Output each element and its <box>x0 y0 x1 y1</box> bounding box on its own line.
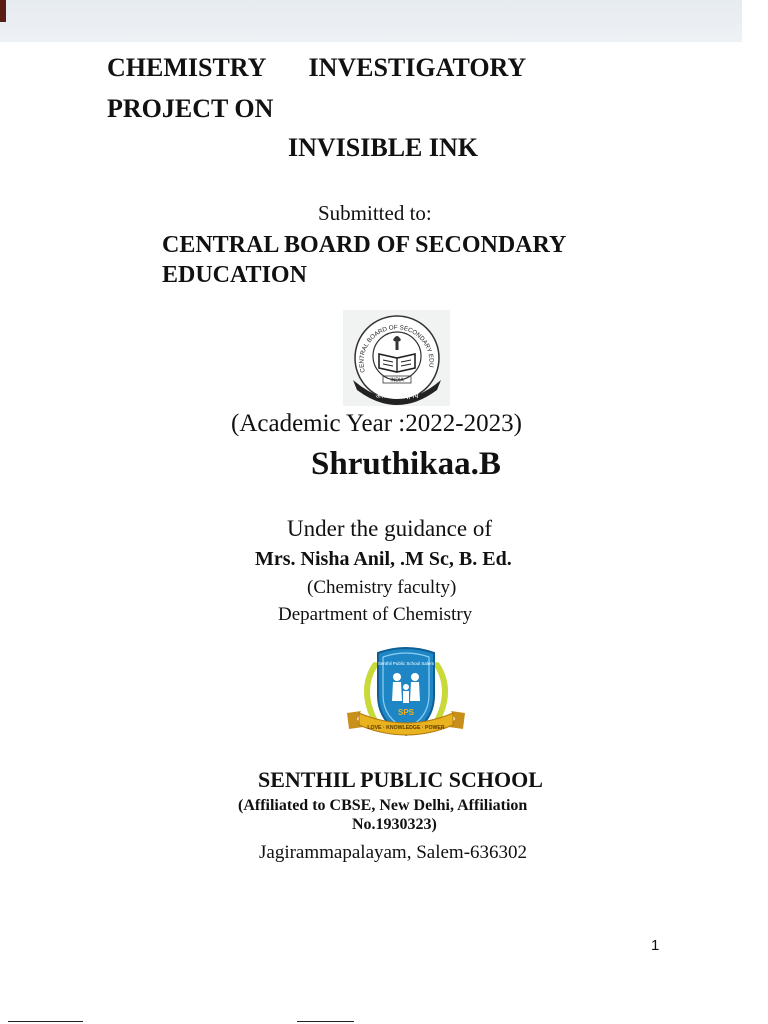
board-name-line-2: EDUCATION <box>162 262 307 288</box>
submitted-to-label: Submitted to: <box>318 201 432 225</box>
school-address: Jagirammapalayam, Salem-636302 <box>259 842 528 863</box>
guide-name: Mrs. Nisha Anil, .M Sc, B. Ed. <box>255 548 512 570</box>
school-name: SENTHIL PUBLIC SCHOOL <box>258 767 543 792</box>
footer-rule-middle <box>297 1021 354 1022</box>
svg-text:INDIA: INDIA <box>390 377 404 384</box>
svg-text:CENTRAL BOARD OF SECONDARY EDU: CENTRAL BOARD OF SECONDARY EDU <box>358 324 435 374</box>
academic-year: (Academic Year :2022-2023) <box>231 410 522 437</box>
affiliation-line-1: (Affiliated to CBSE, New Delhi, Affiliation <box>238 797 528 814</box>
svg-text:असतो मा सद्गमय: असतो मा सद्गमय <box>375 392 419 400</box>
affiliation-line-2: No.1930323) <box>352 816 437 833</box>
title-line-1: CHEMISTRY INVESTIGATORY <box>107 53 527 82</box>
cbse-seal-icon <box>343 310 450 406</box>
guidance-label: Under the guidance of <box>287 516 493 541</box>
school-crest-icon <box>345 645 467 747</box>
page-number: 1 <box>651 937 660 954</box>
scan-corner-mark <box>0 0 6 22</box>
svg-text:SPS: SPS <box>397 708 415 717</box>
scan-top-band <box>0 0 742 42</box>
board-name-line-1: CENTRAL BOARD OF SECONDARY <box>162 232 567 258</box>
svg-text:LOVE · KNOWLEDGE · POWER: LOVE · KNOWLEDGE · POWER <box>367 725 445 731</box>
title-line-2: PROJECT ON <box>107 94 274 123</box>
department-name: Department of Chemistry <box>278 604 473 625</box>
project-topic: INVISIBLE INK <box>288 133 479 162</box>
student-name: Shruthikaa.B <box>311 446 501 482</box>
footer-rule-left <box>8 1021 83 1022</box>
guide-role: (Chemistry faculty) <box>307 577 457 598</box>
svg-text:Senthil Public School Salem: Senthil Public School Salem <box>377 661 435 666</box>
